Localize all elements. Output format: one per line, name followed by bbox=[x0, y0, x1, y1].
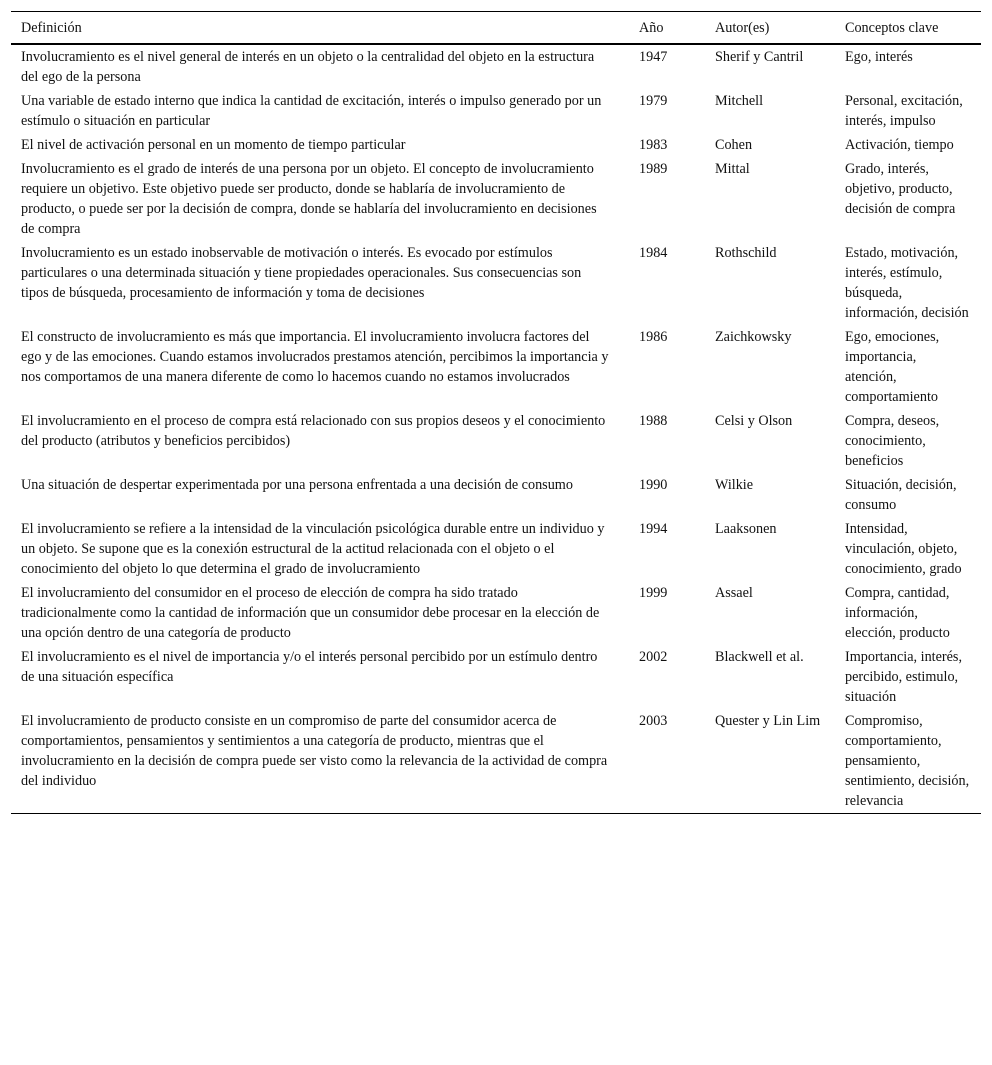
header-authors: Autor(es) bbox=[715, 20, 770, 36]
cell-definition: El constructo de involucramiento es más que importancia. El involucramiento involucra factores del ego y de las emociones. Cuando estamos involucrados prestamos atención, percibimos la importancia y nos comportamos de una manera diferente de como lo hacemos cuando no estamos involucrados bbox=[21, 329, 609, 385]
cell-concepts: Compromiso, comportamiento, pensamiento, sentimiento, decisión, relevancia bbox=[845, 713, 970, 809]
table-body bbox=[11, 44, 981, 814]
table-row bbox=[11, 709, 981, 814]
cell-definition: Involucramiento es un estado inobservable de motivación o interés. Es evocado por estímulos particulares o una determinada situación y tiene propiedades operacionales. Sus consecuencias son tipos de búsqueda, procesamiento de información y toma de decisiones bbox=[21, 245, 582, 301]
cell-definition: Una situación de despertar experimentada por una persona enfrentada a una decisión de consumo bbox=[21, 477, 573, 493]
header-concepts: Conceptos clave bbox=[845, 20, 939, 36]
cell-definition: Involucramiento es el nivel general de interés en un objeto o la centralidad del objeto en la estructura del ego de la persona bbox=[21, 49, 595, 85]
cell-definition: El involucramiento se refiere a la intensidad de la vinculación psicológica durable entre un individuo y un objeto. Se supone que es la conexión estructural de la actitud relacionada con el objeto o el conocimiento del objeto lo que determina el grado de involucramiento bbox=[21, 521, 605, 577]
cell-year: 1989 bbox=[639, 161, 668, 177]
header-year: Año bbox=[639, 20, 664, 36]
cell-definition: Involucramiento es el grado de interés de una persona por un objeto. El concepto de involucramiento requiere un objetivo. Este objetivo puede ser producto, donde se hablaría de involucramiento de producto, o puede ser por la decisión de compra, donde se hablaría del involucramiento en decisiones de compra bbox=[21, 161, 597, 237]
definitions-table bbox=[11, 11, 981, 814]
cell-definition: El involucramiento es el nivel de importancia y/o el interés personal percibido por un estímulo dentro de una situación específica bbox=[21, 649, 598, 685]
cell-year: 2003 bbox=[639, 713, 668, 729]
cell-definition: El nivel de activación personal en un momento de tiempo particular bbox=[21, 137, 406, 153]
cell-concepts: Situación, decisión, consumo bbox=[845, 477, 957, 513]
table-header bbox=[11, 12, 981, 45]
table-row bbox=[11, 473, 981, 517]
definitions-table-container bbox=[11, 11, 981, 814]
cell-year: 2002 bbox=[639, 649, 668, 665]
cell-authors: Assael bbox=[715, 585, 753, 601]
cell-definition: El involucramiento en el proceso de compra está relacionado con sus propios deseos y el conocimiento del producto (atributos y beneficios percibidos) bbox=[21, 413, 606, 449]
table-row bbox=[11, 409, 981, 473]
cell-year: 1999 bbox=[639, 585, 668, 601]
cell-concepts: Intensidad, vinculación, objeto, conocimiento, grado bbox=[845, 521, 962, 577]
table-row bbox=[11, 517, 981, 581]
cell-year: 1990 bbox=[639, 477, 668, 493]
cell-year: 1984 bbox=[639, 245, 668, 261]
table-row bbox=[11, 581, 981, 645]
cell-year: 1947 bbox=[639, 49, 668, 65]
cell-year: 1986 bbox=[639, 329, 668, 345]
cell-authors: Mittal bbox=[715, 161, 750, 177]
cell-concepts: Personal, excitación, interés, impulso bbox=[845, 93, 963, 129]
cell-definition: Una variable de estado interno que indica la cantidad de excitación, interés o impulso generado por un estímulo o situación en particular bbox=[21, 93, 602, 129]
cell-concepts: Ego, emociones, importancia, atención, comportamiento bbox=[845, 329, 940, 405]
cell-definition: El involucramiento del consumidor en el proceso de elección de compra ha sido tratado tradicionalmente como la cantidad de información que un consumidor debe procesar en la elección de una opción dentro de una categoría de producto bbox=[21, 585, 600, 641]
table-row bbox=[11, 44, 981, 89]
cell-authors: Rothschild bbox=[715, 245, 777, 261]
cell-authors: Laaksonen bbox=[715, 521, 777, 537]
cell-authors: Celsi y Olson bbox=[715, 413, 793, 429]
cell-year: 1988 bbox=[639, 413, 668, 429]
cell-concepts: Estado, motivación, interés, estímulo, búsqueda, información, decisión bbox=[845, 245, 969, 321]
cell-authors: Zaichkowsky bbox=[715, 329, 792, 345]
header-row bbox=[11, 12, 981, 45]
cell-authors: Cohen bbox=[715, 137, 753, 153]
cell-concepts: Ego, interés bbox=[845, 49, 913, 65]
cell-concepts: Compra, deseos, conocimiento, beneficios bbox=[845, 413, 940, 469]
table-row bbox=[11, 133, 981, 157]
cell-concepts: Importancia, interés, percibido, estimulo, situación bbox=[845, 649, 962, 705]
cell-year: 1994 bbox=[639, 521, 668, 537]
cell-concepts: Activación, tiempo bbox=[845, 137, 954, 153]
cell-authors: Quester y Lin Lim bbox=[715, 713, 821, 729]
table-row bbox=[11, 89, 981, 133]
cell-concepts: Compra, cantidad, información, elección, producto bbox=[845, 585, 950, 641]
table-row bbox=[11, 645, 981, 709]
cell-concepts: Grado, interés, objetivo, producto, decisión de compra bbox=[845, 161, 956, 217]
header-definition: Definición bbox=[21, 20, 82, 36]
cell-definition: El involucramiento de producto consiste en un compromiso de parte del consumidor acerca de comportamientos, pensamientos y sentimientos a una categoría de producto, mientras que el involucramiento en la decisión de compra puede ser visto como la relevancia de la actividad de compra del individuo bbox=[21, 713, 608, 789]
table-row bbox=[11, 157, 981, 241]
table-row bbox=[11, 241, 981, 325]
cell-authors: Sherif y Cantril bbox=[715, 49, 804, 65]
table-row bbox=[11, 325, 981, 409]
cell-authors: Wilkie bbox=[715, 477, 754, 493]
cell-year: 1983 bbox=[639, 137, 668, 153]
cell-year: 1979 bbox=[639, 93, 668, 109]
cell-authors: Mitchell bbox=[715, 93, 764, 109]
cell-authors: Blackwell et al. bbox=[715, 649, 804, 665]
